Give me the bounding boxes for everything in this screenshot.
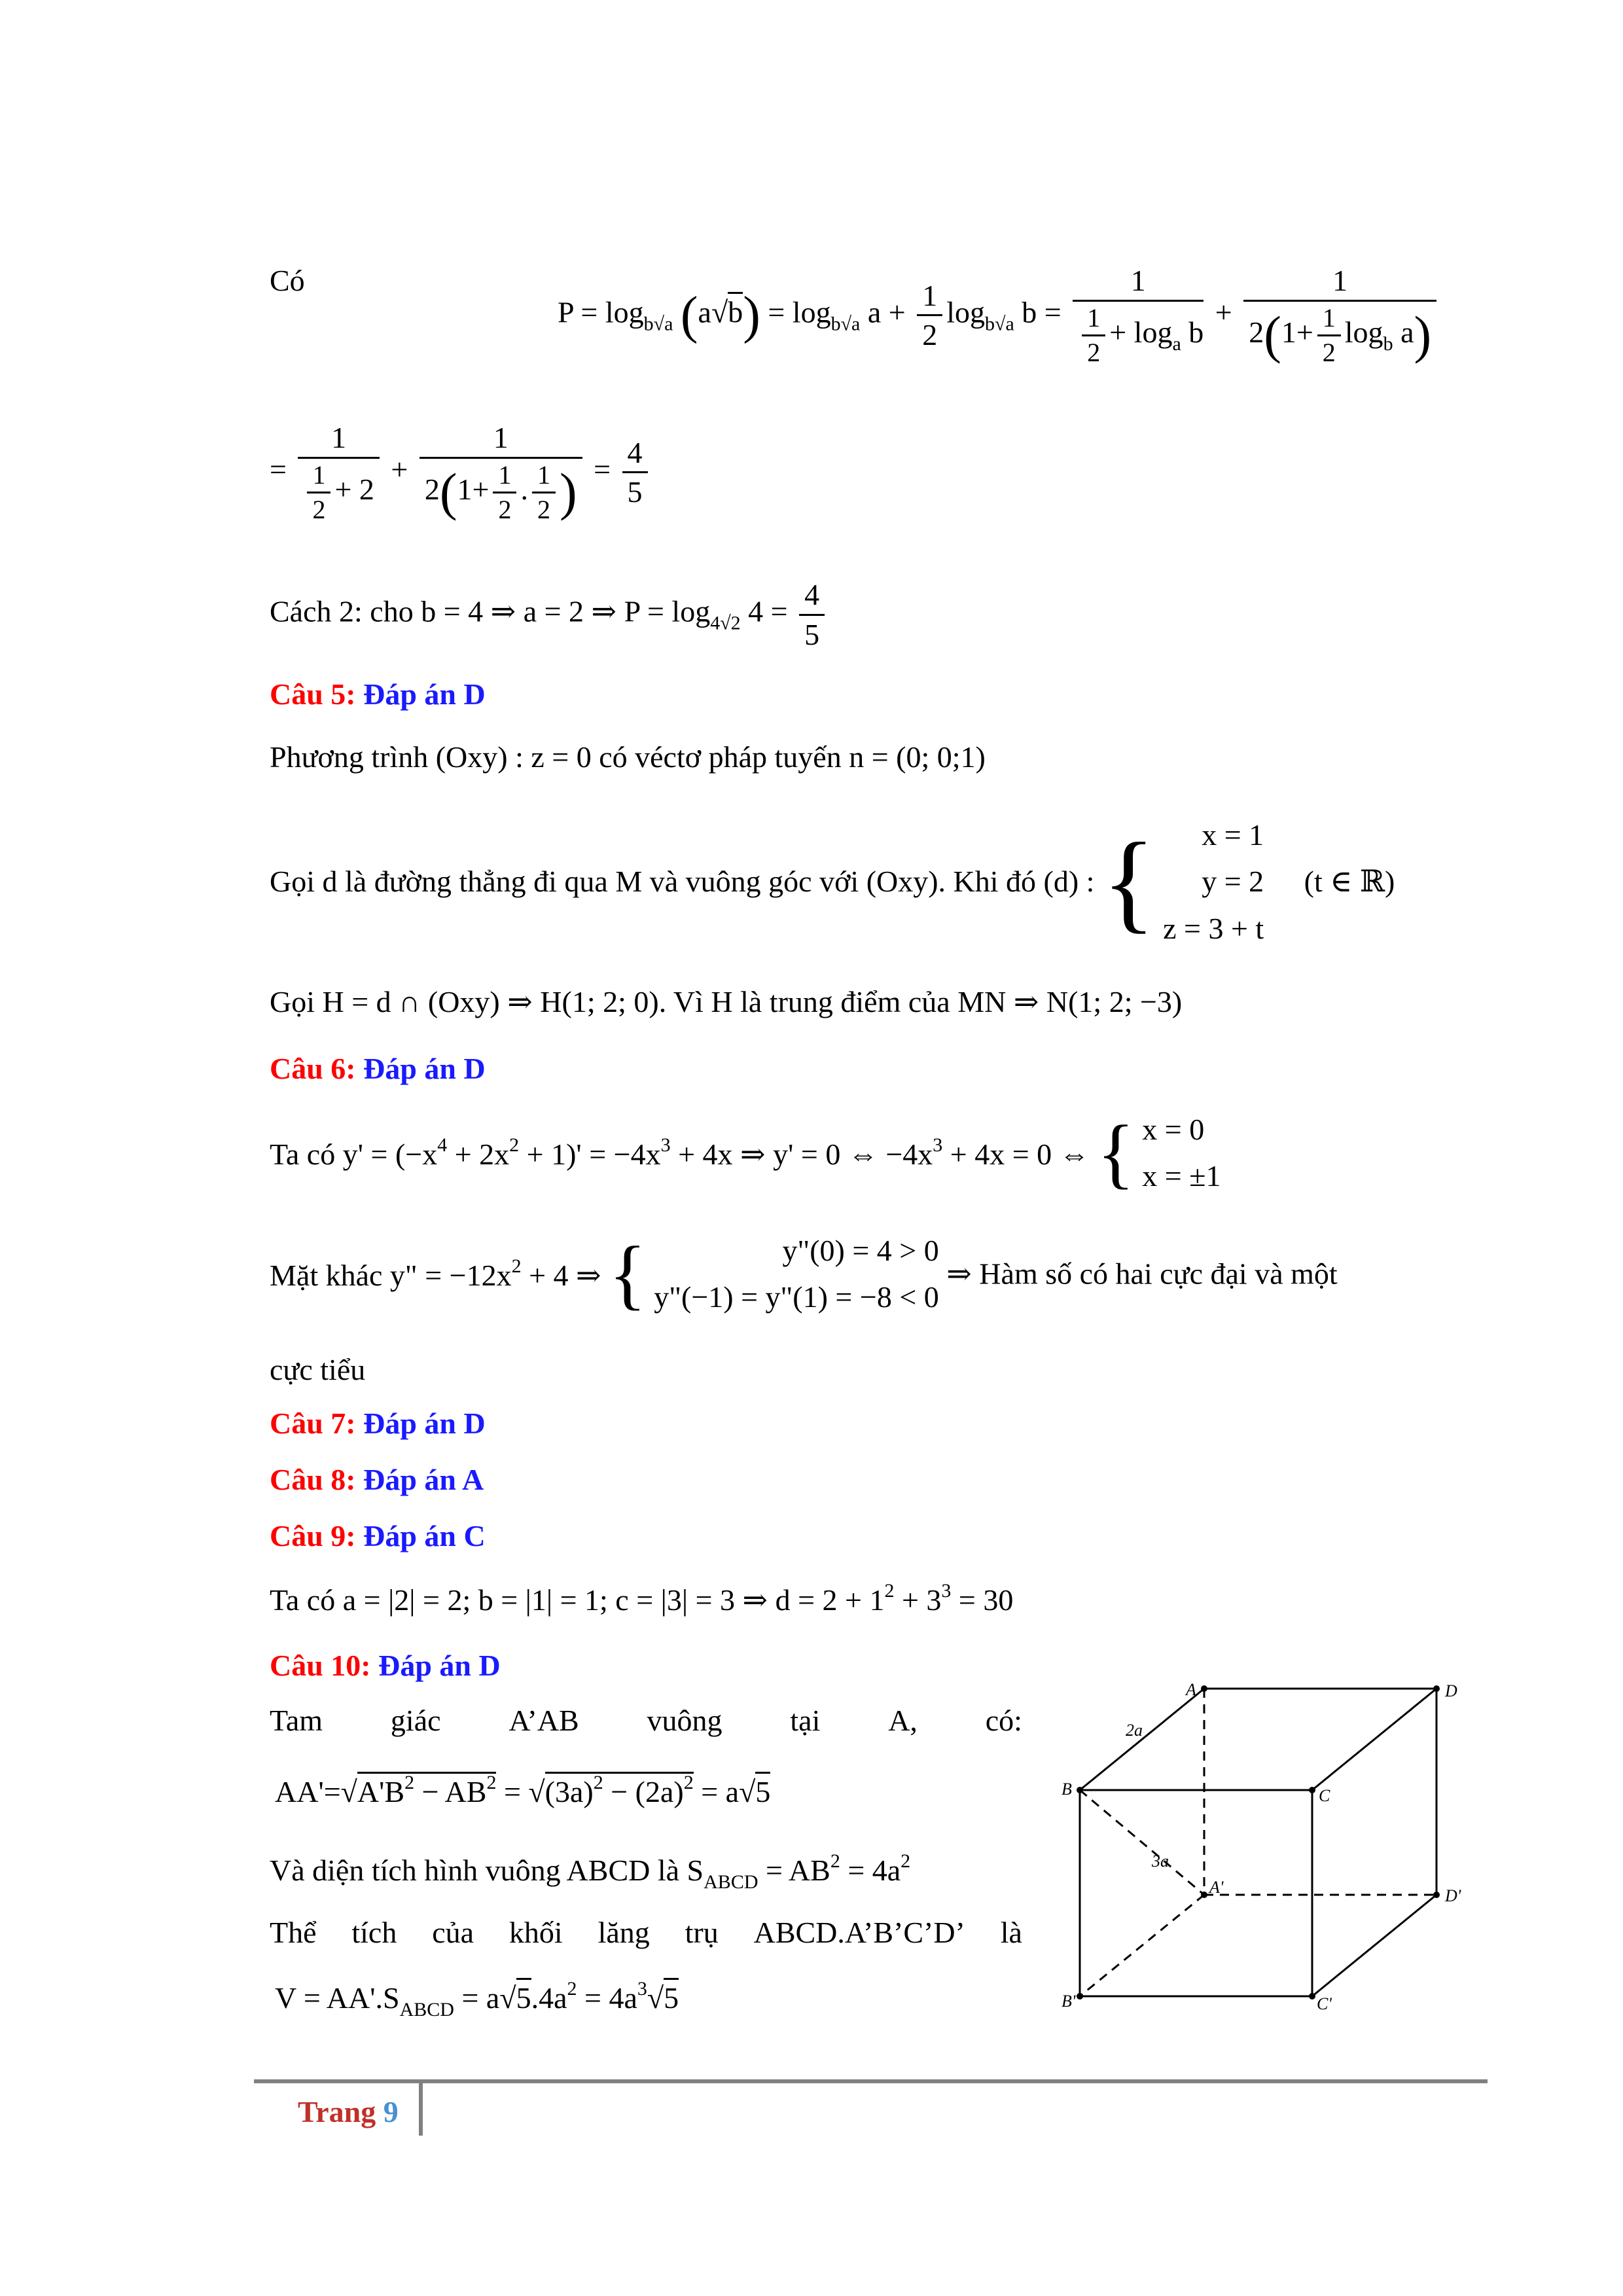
label-A: A [1186,1682,1196,1699]
footer-rule [254,2079,1488,2083]
q5-line-1: Phương trình (Oxy) : z = 0 có véctơ pháp tuyến n = (0; 0;1) [270,740,986,774]
q10-line-1: Tam giác A’AB vuông tại A, có: [270,1704,1022,1737]
q10-line-2: $AA'=√A'B^2 - AB^2 = √(3a)^2 - (2a)^2 = a√5$ [275,1772,771,1808]
point-B1 [1077,1993,1083,2000]
q9-line-1: Ta có a = |2| = 2; b = |1| = 1; c = |3| = 3 ⇒ $d = 2 + 1^2 + 3^3 = 30$ [270,1580,1014,1617]
co-label: Có [270,264,305,297]
point-A [1201,1685,1207,1692]
point-D [1433,1685,1440,1692]
footer-divider [419,2083,423,2136]
label-D1: D' [1445,1886,1461,1905]
point-C1 [1309,1993,1315,2000]
label-B: B [1061,1780,1072,1799]
question-9-heading: Câu 9: Đáp án C [270,1519,486,1552]
q10-line-5: $V = AA'.S_{ABCD} = a√5.4a^2 = 4a^3√5$ [275,1978,679,2020]
edge-DC [1312,1689,1436,1790]
q6-line-1: Ta có $y' = (-x^4 + 2x^2 + 1)' = -4x^3 + 4x$ ⇒ y' = 0 ⇔ $-4x^3 + 4x = 0$ ⇔ { x = 0 x = ±1 [270,1109,1221,1196]
formula-line-2: = 1 $\frac{1}{2}$ + 2 + 1 2(1+ $\frac{1}{2}$ . $\frac{1}{2}$ ) = $\frac{4}{5}$ [270,419,652,526]
q5-line-2: Gọi d là đường thẳng đi qua M và vuông góc với (Oxy). Khi đó (d) : { x = 1 y = 2 z = 3 + t (t ∈ ℝ) [270,818,1395,945]
question-10-heading: Câu 10: Đáp án D [270,1649,501,1682]
point-D1 [1433,1892,1440,1898]
edge-D1C1 [1312,1895,1436,1996]
q6-line-2: Mặt khác y" = $-12x^2 + 4$ ⇒ { y"(0) = 4 > 0 y"(−1) = y"(1) = −8 < 0 ⇒ Hàm số có hai cực đại và một [270,1230,1338,1318]
q10-line-4: Thể tích của khối lăng trụ ABCD.A’B’C’D’ là [270,1916,1022,1949]
label-2a: 2a [1126,1721,1143,1740]
edge-A1B1 [1080,1895,1204,1996]
label-C: C [1319,1786,1330,1805]
question-8-heading: Câu 8: Đáp án A [270,1463,484,1496]
label-C1: C' [1317,1994,1332,2013]
question-7-heading: Câu 7: Đáp án D [270,1407,486,1440]
question-5-heading: Câu 5: Đáp án D [270,677,486,711]
edge-BA1 [1080,1790,1204,1895]
label-D: D [1445,1682,1457,1700]
q10-line-3: Và diện tích hình vuông ABCD là $S_{ABCD} = AB^2 = 4a^2$ [270,1850,911,1893]
page-number: Trang 9 [298,2095,399,2128]
q6-line-3: cực tiểu [270,1353,366,1386]
label-A1: A' [1209,1878,1224,1897]
point-B [1077,1787,1083,1793]
formula-line-1: Có $P = \log_{b√a} (a√b) = \log_{b√a} a$ + $\frac{1}{2}$ $\log_{b√a} b$ = 1 $\frac{1}{2}$ + $\log_a b$ + 1 2(1+ $\frac{1}{2}$ $\log_b a$) [270,262,1467,300]
point-C [1309,1787,1315,1793]
cach-2-line: Cách 2: cho b = 4 ⇒ a = 2 ⇒ $P = \log_{4√2} 4$ = $\frac{4}{5}$ [270,576,829,653]
point-A1 [1201,1892,1207,1898]
cube-diagram [1060,1682,1486,2049]
question-6-heading: Câu 6: Đáp án D [270,1052,486,1085]
label-3a: 3a [1152,1852,1169,1871]
label-B1: B' [1061,1992,1076,2011]
q5-line-3: Gọi H = d ∩ (Oxy) ⇒ H(1; 2; 0). Vì H là trung điểm của MN ⇒ N(1; 2; −3) [270,985,1183,1018]
